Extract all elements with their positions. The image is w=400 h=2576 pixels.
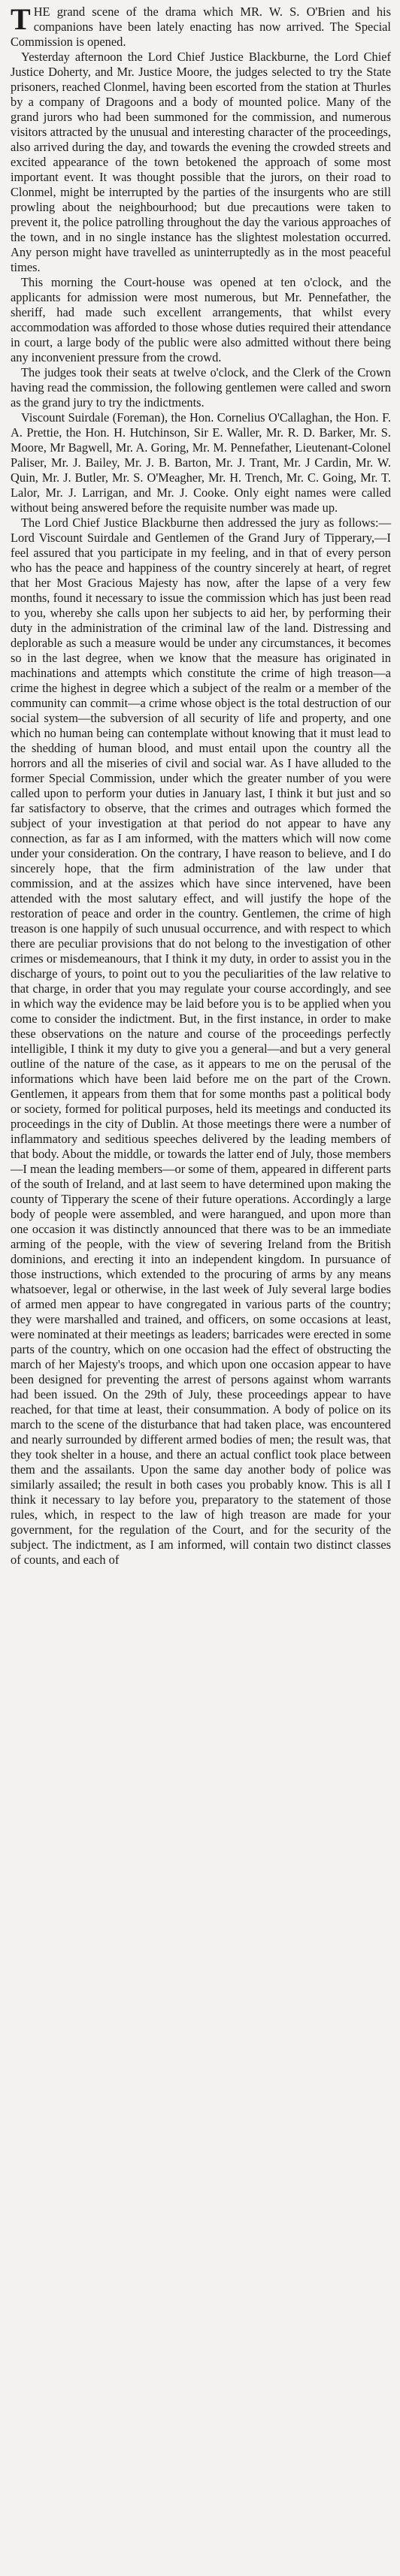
paragraph-charge-to-jury: The Lord Chief Justice Blackburne then addressed the jury as follows:—Lord Viscount Suirdale and Gentlemen of the Grand Jury of Tipperary,—I feel assured that you participate in my feeling, and in that of every person who has the peace and happiness of the country sincerely at heart, of regret that her Most Gracious Majesty has now, after the lapse of a very few months, found it necessary to issue the commission which has just been read to you, whereby she calls upon her subjects to aid her, by performing their duty in the administration of the criminal law of the land. Distressing and deplorable as such a measure would be under any circumstances, it becomes so in the last degree, when we know that the measure has originated in machinations and attempts which constitute the crime of high treason—a crime the highest in degree which a subject of the realm or a member of the community can commit—a crime whose object is the total destruction of our social system—the subversion of all security of life and property, and one which no human being can contemplate without knowing that it must lead to the shedding of human blood, and must entail upon the country all the horrors and all the miseries of civil and social war. As I have alluded to the former Special Commission, under which the greater number of you were called upon to perform your duties in January last, I think it but just and so far satisfactory to observe, that the crimes and outrages which formed the subject of your investigation at that period do not appear to have any connection, as far as I am informed, with the matters which will now come under your consideration. On the contrary, I have reason to believe, and I do sincerely hope, that the firm administration of the law under that commission, and at the assizes which have since intervened, have been attended with the most salutary effect, and will justify the hope of the restoration of peace and order in the country. Gentlemen, the crime of high treason is one happily of such unusual occurrence, and with respect to which there are peculiar provisions that do not belong to the investigation of other crimes or misdemeanours, that I think it my duty, in order to assist you in the discharge of yours, to point out to you the peculiarities of the law relative to that charge, in order that you may regulate your course accordingly, and see in which way the evidence may be laid before you is to be applied when you come to consider the indictment. But, in the first instance, in order to make these observations on the nature and course of the proceedings perfectly intelligible, I think it my duty to give you a general—and but a very general outline of the nature of the case, as it appears to me on the perusal of the informations which have been laid before me on the part of the Crown. Gentlemen, it appears from them that for some months past a political body or society, formed for political purposes, held its meetings and conducted its proceedings in the city of Dublin. At those meetings there were a number of inflammatory and seditious speeches delivered by the leading members of that body. About the middle, or towards the latter end of July, those members—I mean the leading members—or some of them, appeared in different parts of the south of Ireland, and at last seem to have determined upon making the county of Tipperary the scene of their future operations. Accordingly a large body of people were assembled, and were harangued, and upon more than one occasion it was distinctly announced that there was to be an immediate arming of the people, with the view of severing Ireland from the British dominions, and erecting it into an independent kingdom. In pursuance of those instructions, which extended to the procuring of arms by any means whatsoever, legal or otherwise, in the last week of July several large bodies of armed men appear to have congregated in various parts of the country; they were marshalled and trained, and officers, on some occasions at least, were nominated at their meetings as leaders; barricades were erected in some parts of the country, which on one occasion had the effect of obstructing the march of her Majesty's troops, and which upon one occasion appear to have been designed for preventing the arrest of persons against whom warrants had been issued. On the 29th of July, these proceedings appear to have reached, for that time at least, their consummation. A body of police on its march to the scene of the disturbance that had taken place, was encountered and nearly surrounded by different armed bodies of men; the result was, that they took shelter in a house, and there an actual conflict took place between them and the assailants. Upon the same day another body of police was similarly assailed; the result in both cases you probably know. This is all I think it necessary to lay before you, preparatory to the statement of those rules, which, in respect to the law of high treason are made for your government, for the regulation of the Court, and for the security of the subject. The indictment, as I am informed, will contain two distinct classes of counts, and each of — [11, 516, 391, 1567]
paragraph-arrival-of-judges: Yesterday afternoon the Lord Chief Justice Blackburne, the Lord Chief Justice Doherty, and Mr. Justice Moore, the judges selected to try the State prisoners, reached Clonmel, having been escorted from the station at Thurles by a company of Dragoons and a body of mounted police. Many of the grand jurors who had been summoned for the commission, and numerous visitors attracted by the unusual and interesting character of the proceedings, also arrived during the day, and towards the evening the crowded streets and excited appearance of the town betokened the approach of some most important event. It was thought possible that the jurors, on their road to Clonmel, might be interrupted by the parties of the insurgents who are still prowling about the neighbourhood; but due precautions were taken to prevent it, the police patrolling throughout the day the various approaches of the town, and in no single instance has the slightest molestation occurred. Any person might have travelled as uninterruptedly as in the most peaceful times. — [11, 50, 391, 274]
paragraph-court-opened: This morning the Court-house was opened at ten o'clock, and the applicants for admission were most numerous, but Mr. Pennefather, the sheriff, had made such excellent arrangements, that whilst every accommodation was afforded to those whose duties required their attendance in court, a large body of the public were also admitted without there being any inconvenient pressure from the crowd. — [11, 275, 391, 364]
paragraph-judges-seated: The judges took their seats at twelve o'clock, and the Clerk of the Crown having read the commission, the following gentlemen were called and sworn as the grand jury to try the indictments. — [11, 365, 391, 410]
drop-cap: T — [11, 2, 31, 36]
lead-text: HE grand scene of the drama which MR. W. S. O'Brien and his companions have been lately enacting has now arrived. The Special Commission is opened. — [11, 5, 391, 49]
paragraph-grand-jury-list: Viscount Suirdale (Foreman), the Hon. Cornelius O'Callaghan, the Hon. F. A. Prettie, the Hon. H. Hutchinson, Sir E. Waller, Mr. R. D. Barker, Mr. S. Moore, Mr Bagwell, Mr. A. Goring, Mr. M. Pennefather, Lieutenant-Colonel Paliser, Mr. J. Bailey, Mr. J. B. Barton, Mr. J. Trant, Mr. J Cardin, Mr. W. Quin, Mr. J. Butler, Mr. S. O'Meagher, Mr. H. Trench, Mr. C. Going, Mr. T. Lalor, Mr. J. Larrigan, and Mr. J. Cooke. Only eight names were called without being answered before the requisite number was made up. — [11, 410, 391, 515]
lead-paragraph — [11, 2, 391, 50]
